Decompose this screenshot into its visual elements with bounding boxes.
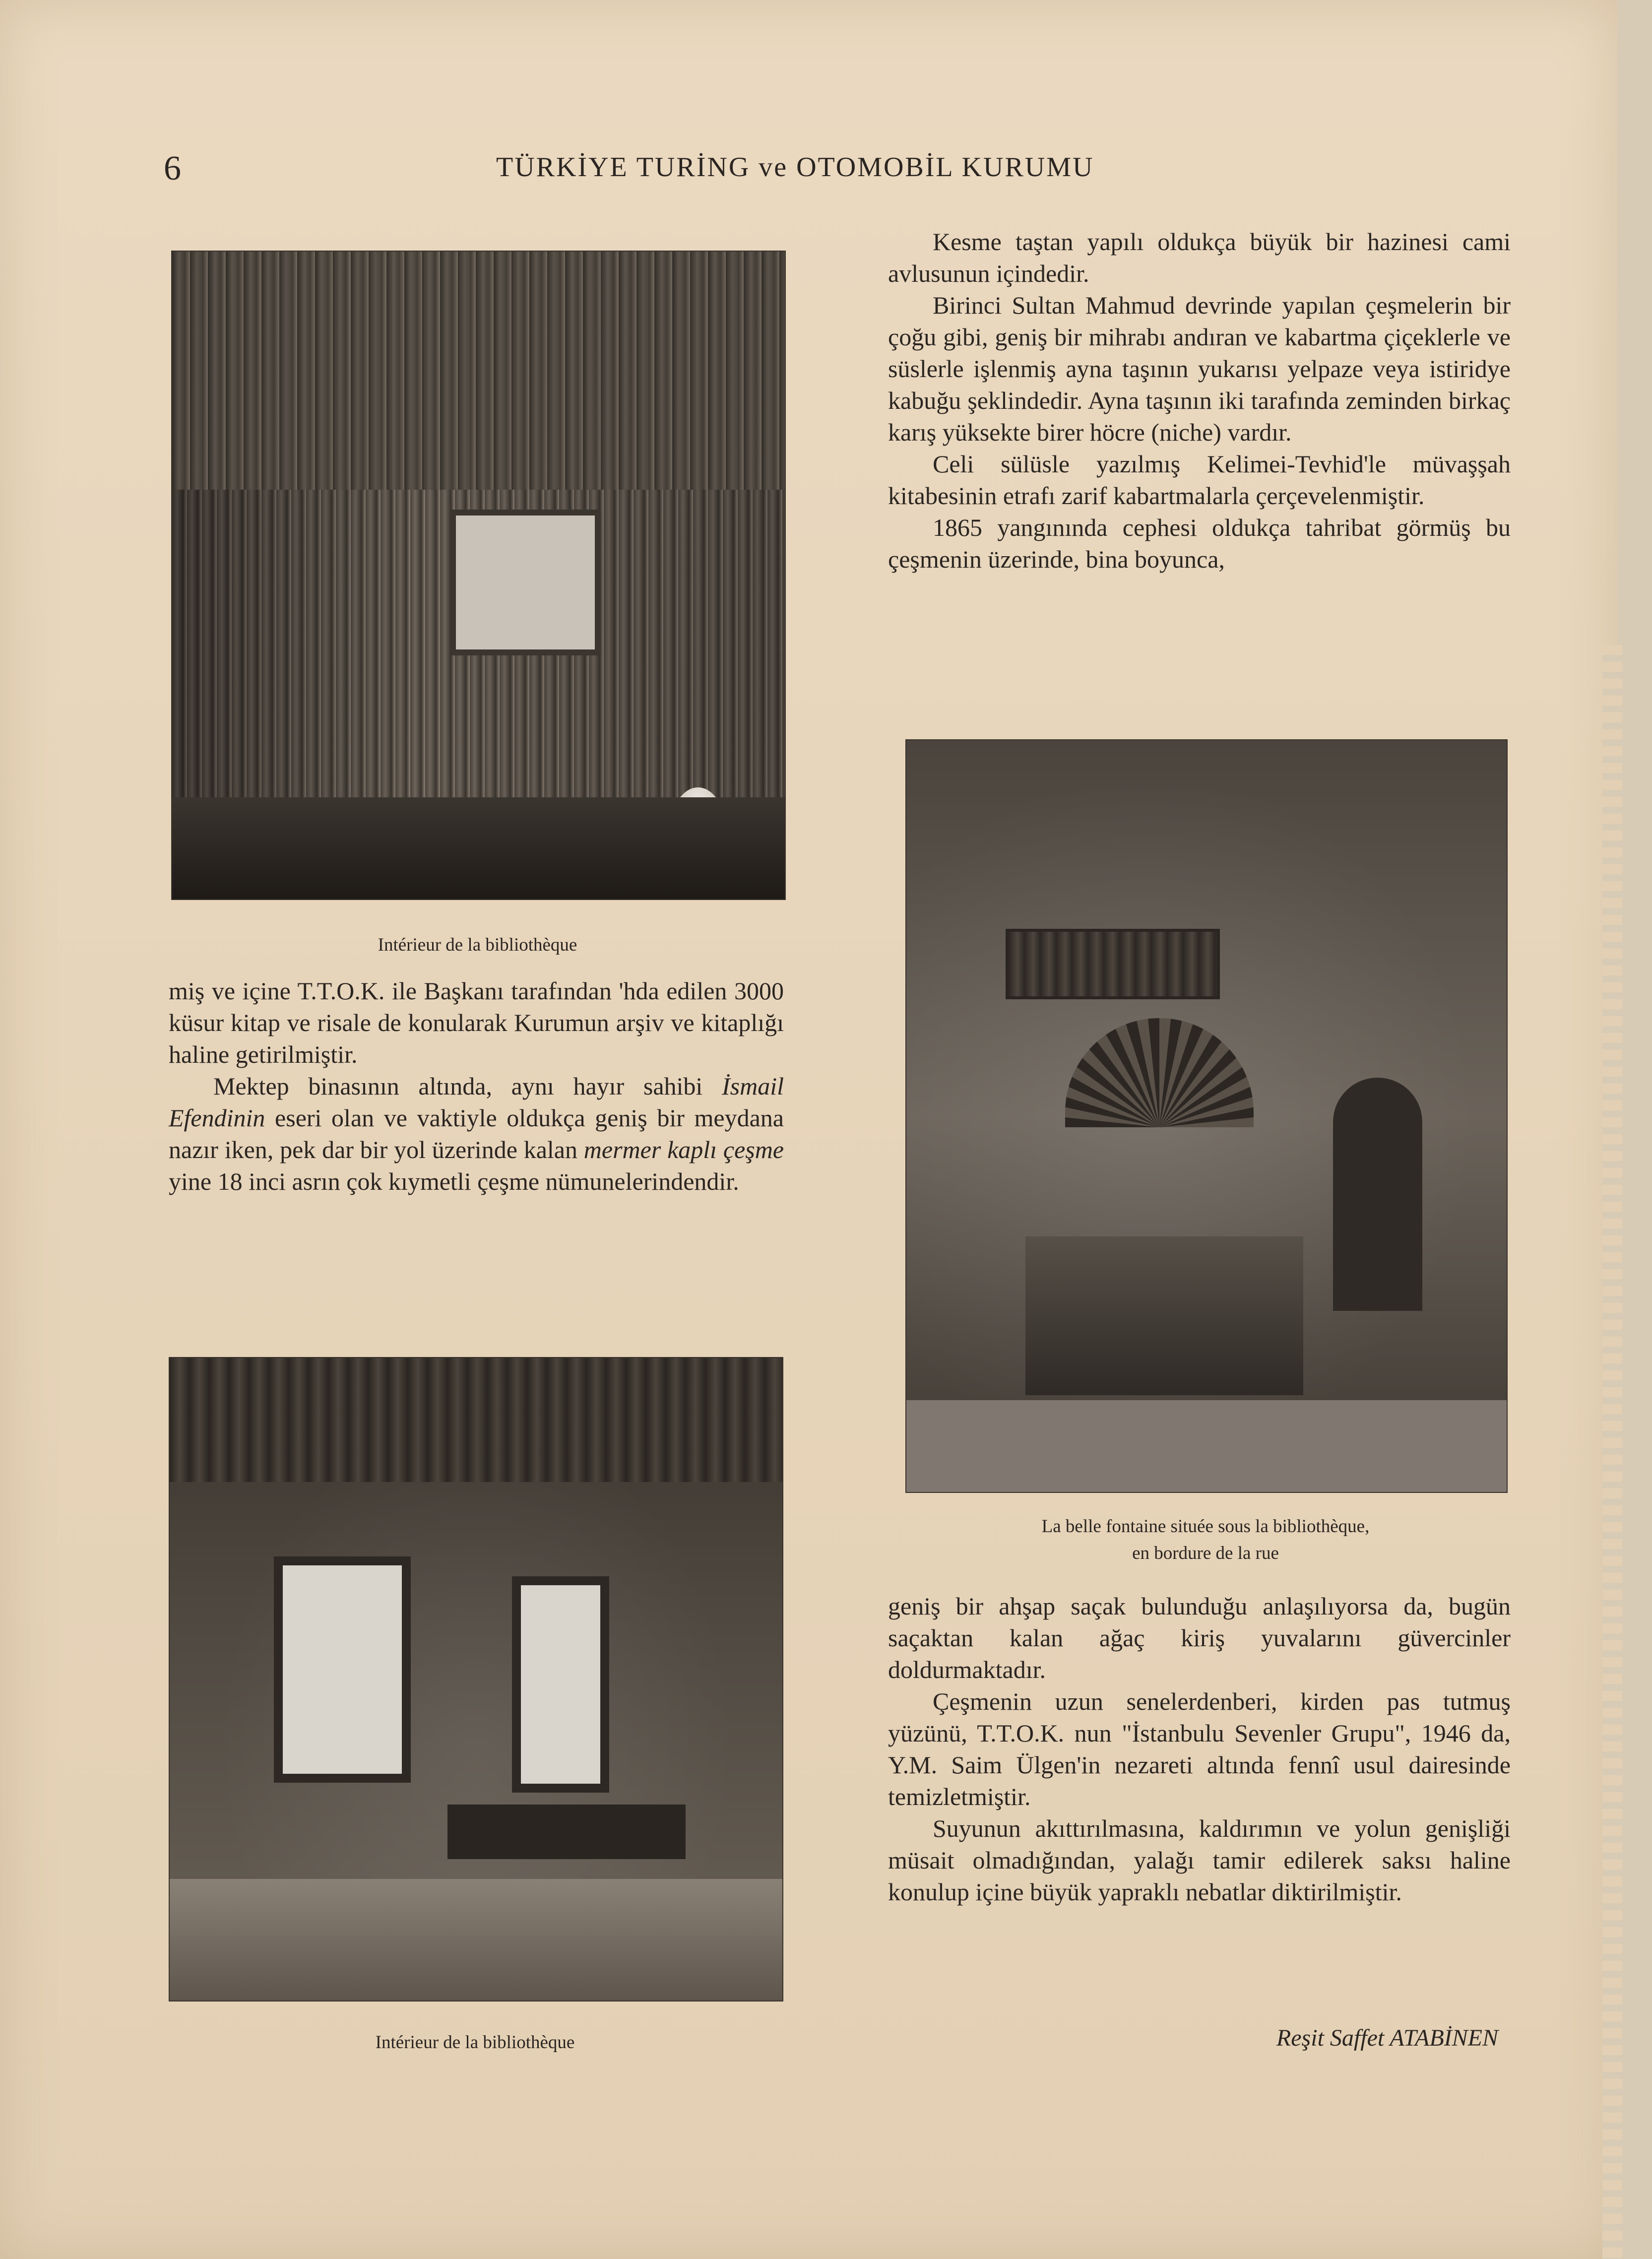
right-bottom-paragraph-2: Çeşmenin uzun senelerdenberi, kirden pas tutmuş yüzünü, T.T.O.K. nun "İstanbulu Sevenler Grupu", 1946 da, Y.M. Saim Ülgen'in nezareti altında fennî usul dairesinde temizletmiştir. bbox=[888, 1687, 1511, 1810]
page-header-title: TÜRKİYE TURİNG ve OTOMOBİL KURUMU bbox=[496, 152, 1094, 183]
window-right-shape bbox=[512, 1576, 609, 1793]
right-top-paragraph-3: Celi sülüsle yazılmış Kelimei-Tevhid'le müvaşşah kitabesinin etrafı zarif kabartmalarla çerçevelenmiştir. bbox=[888, 450, 1511, 510]
window-left-shape bbox=[274, 1556, 411, 1783]
left-p2-italic-name: İsmail Efendinin bbox=[169, 1072, 784, 1132]
basin-shape bbox=[1025, 1236, 1303, 1395]
fountain-caption-line-1: La belle fontaine située sous la bibliothèque, bbox=[1041, 1516, 1370, 1537]
left-paragraph-1: miş ve içine T.T.O.K. ile Başkanı tarafından 'hda edilen 3000 küsur kitap ve risale de konularak Kurumun arşiv ve kitaplığı haline getirilmiştir. bbox=[169, 977, 784, 1068]
floor-shape bbox=[170, 1879, 782, 2001]
library-photo-2-caption: Intérieur de la bibliothèque bbox=[375, 2032, 575, 2053]
right-top-paragraph-1: Kesme taştan yapılı oldukça büyük bir hazinesi cami avlusunun içindedir. bbox=[888, 228, 1511, 287]
left-p2-text-e: yine 18 inci asrın çok kıymetli çeşme nümunelerindendir. bbox=[169, 1167, 739, 1195]
table-shape bbox=[447, 1805, 686, 1859]
library-photo-1-caption: Intérieur de la bibliothèque bbox=[378, 935, 577, 955]
inscription-plaque-shape bbox=[1006, 929, 1220, 999]
ceiling-beam-shape bbox=[170, 1358, 782, 1482]
right-column-bottom-text bbox=[888, 1590, 1511, 1908]
right-bottom-paragraph-3: Suyunun akıttırılmasına, kaldırımın ve yolun genişliği müsait olmadığından, yalağı tamir edilerek saksı haline konulup içine büyük yapraklı nebatlar diktirilmiştir. bbox=[888, 1814, 1511, 1906]
left-p2-italic-fountain: mermer kaplı çeşme bbox=[583, 1136, 784, 1163]
library-interior-photo-2 bbox=[169, 1357, 783, 2001]
fountain-caption-line-2: en bordure de la rue bbox=[1132, 1543, 1279, 1563]
right-top-paragraph-4: 1865 yangınında cephesi oldukça tahribat görmüş bu çeşmenin üzerinde, bina boyunca, bbox=[888, 514, 1511, 573]
library-interior-photo-1 bbox=[171, 251, 786, 900]
bookshelf-shape bbox=[172, 252, 785, 490]
left-p2-text-a: Mektep binasının altında, aynı hayır sahibi bbox=[213, 1072, 722, 1100]
torn-edge-shape bbox=[1602, 645, 1622, 2259]
right-column-top-text bbox=[888, 226, 1511, 575]
desk-shape bbox=[172, 797, 785, 899]
right-bottom-paragraph-1: geniş bir ahşap saçak bulunduğu anlaşılıyorsa da, bugün saçaktan kalan ağaç kiriş yuvalarını güvercinler doldurmaktadır. bbox=[888, 1592, 1511, 1683]
fountain-photo bbox=[905, 739, 1508, 1493]
left-p2-text-c: eseri olan ve vaktiyle oldukça geniş bir meydana nazır iken, pek dar bir yol üzerinde kalan bbox=[169, 1104, 784, 1163]
page-number: 6 bbox=[164, 149, 182, 188]
fountain-photo-caption bbox=[905, 1513, 1506, 1566]
right-top-paragraph-2: Birinci Sultan Mahmud devrinde yapılan çeşmelerin bir çoğu gibi, geniş bir mihrabı andıran ve kabartma çiçeklerle ve süslerle işlenmiş ayna taşının yukarısı yelpaze veya istiridye kabuğu şeklindedir. Ayna taşının iki tarafında zeminden birkaç karış yüksekte birer höcre (niche) vardır. bbox=[888, 291, 1511, 446]
niche-shape bbox=[1333, 1078, 1422, 1311]
window-shape bbox=[450, 510, 601, 655]
author-signature: Reşit Saffet ATABİNEN bbox=[1276, 2025, 1498, 2051]
left-column-text bbox=[169, 975, 784, 1197]
shell-arch-shape bbox=[1065, 1018, 1254, 1127]
ground-shape bbox=[906, 1400, 1507, 1492]
left-paragraph-2 bbox=[169, 1070, 784, 1197]
